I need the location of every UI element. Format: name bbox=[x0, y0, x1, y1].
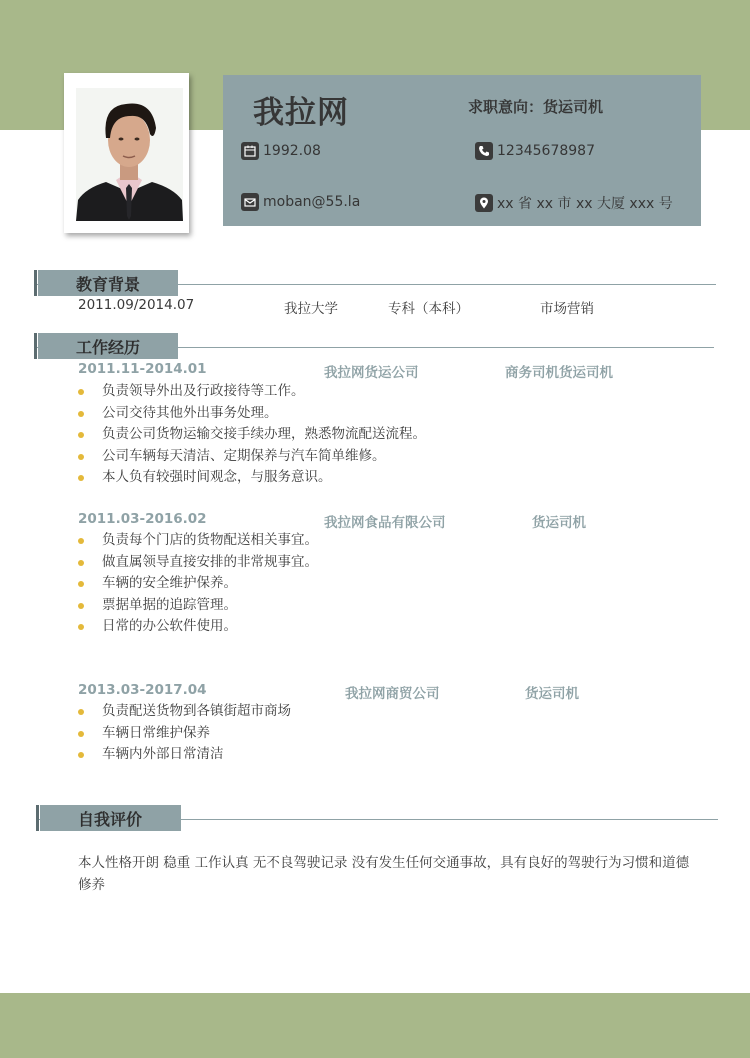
bottom-band bbox=[0, 993, 750, 1058]
education-period: 2011.09/2014.07 bbox=[78, 297, 195, 313]
education-major: 市场营销 bbox=[540, 301, 594, 317]
self-eval-text: 本人性格开朗 稳重 工作认真 无不良驾驶记录 没有发生任何交通事故，具有良好的驾驶行为习惯和道德修养 bbox=[78, 855, 690, 893]
job-period: 2011.11-2014.01 bbox=[78, 361, 207, 377]
job-duty-list bbox=[78, 701, 291, 766]
bullet-dot bbox=[78, 624, 84, 630]
duty-item bbox=[78, 381, 426, 403]
phone-icon bbox=[475, 142, 493, 160]
duty-item bbox=[78, 446, 426, 468]
job-company: 我拉网货运公司 bbox=[324, 365, 419, 381]
job-period: 2011.03-2016.02 bbox=[78, 511, 207, 527]
duty-text: 负责每个门店的货物配送相关事宜。 bbox=[102, 532, 318, 548]
education-marker bbox=[34, 270, 37, 296]
duty-text: 本人负有较强时间观念，与服务意识。 bbox=[102, 469, 332, 486]
duty-text: 票据单据的追踪管理。 bbox=[102, 596, 237, 613]
job-duty-list bbox=[78, 381, 426, 489]
duty-text: 公司车辆每天清洁、定期保养与汽车简单维修。 bbox=[102, 447, 386, 464]
bullet-dot bbox=[78, 411, 84, 417]
birth-date-text: 1992.08 bbox=[263, 143, 321, 159]
calendar-icon bbox=[241, 142, 259, 160]
birth-date-item bbox=[241, 142, 321, 160]
phone-item bbox=[475, 142, 595, 160]
bullet-dot bbox=[78, 603, 84, 609]
duty-text: 日常的办公软件使用。 bbox=[102, 618, 237, 635]
duty-item bbox=[78, 530, 318, 552]
education-degree: 专科（本科） bbox=[388, 301, 469, 317]
job-period: 2013.03-2017.04 bbox=[78, 682, 207, 698]
job-company: 我拉网商贸公司 bbox=[345, 686, 440, 702]
work-marker bbox=[34, 333, 37, 359]
education-heading: 教育背景 bbox=[38, 270, 178, 296]
duty-item bbox=[78, 723, 291, 745]
bullet-dot bbox=[78, 475, 84, 481]
duty-item bbox=[78, 616, 318, 638]
self-eval-marker bbox=[36, 805, 39, 831]
duty-text: 车辆的安全维护保养。 bbox=[102, 575, 237, 592]
duty-item bbox=[78, 744, 291, 766]
duty-text: 做直属领导直接安排的非常规事宜。 bbox=[102, 553, 318, 570]
job-position: 货运司机 bbox=[532, 515, 586, 531]
phone-text: 12345678987 bbox=[497, 143, 595, 159]
bullet-dot bbox=[78, 752, 84, 758]
candidate-name: 我拉网 bbox=[253, 95, 349, 131]
education-school: 我拉大学 bbox=[284, 301, 338, 317]
job-position: 商务司机货运司机 bbox=[505, 365, 613, 381]
bullet-dot bbox=[78, 709, 84, 715]
duty-text: 车辆日常维护保养 bbox=[102, 724, 210, 741]
job-position: 货运司机 bbox=[525, 686, 579, 702]
duty-text: 负责领导外出及行政接待等工作。 bbox=[102, 383, 305, 399]
location-pin-icon bbox=[475, 194, 493, 212]
email-item bbox=[241, 193, 360, 211]
profile-photo bbox=[76, 88, 183, 221]
duty-item bbox=[78, 573, 318, 595]
self-eval-heading: 自我评价 bbox=[40, 805, 181, 831]
photo-frame bbox=[64, 73, 189, 233]
duty-text: 负责配送货物到各镇街超市商场 bbox=[102, 703, 291, 719]
job-intent: 求职意向：货运司机 bbox=[468, 98, 604, 116]
duty-text: 车辆内外部日常清洁 bbox=[102, 746, 224, 763]
address-text: xx 省 xx 市 xx 大厦 xxx 号 bbox=[497, 196, 673, 212]
duty-item bbox=[78, 403, 426, 425]
bullet-dot bbox=[78, 560, 84, 566]
profile-portrait-image bbox=[76, 88, 183, 221]
email-text: moban@55.la bbox=[263, 194, 361, 210]
duty-item bbox=[78, 424, 426, 446]
bullet-dot bbox=[78, 538, 84, 544]
bullet-dot bbox=[78, 432, 84, 438]
job-company: 我拉网食品有限公司 bbox=[324, 515, 446, 531]
header-box bbox=[223, 75, 701, 226]
bullet-dot bbox=[78, 454, 84, 460]
duty-item bbox=[78, 552, 318, 574]
duty-text: 负责公司货物运输交接手续办理，熟悉物流配送流程。 bbox=[102, 426, 426, 443]
bullet-dot bbox=[78, 731, 84, 737]
bullet-dot bbox=[78, 581, 84, 587]
work-heading: 工作经历 bbox=[38, 333, 178, 359]
duty-item bbox=[78, 595, 318, 617]
duty-item bbox=[78, 701, 291, 723]
job-duty-list bbox=[78, 530, 318, 638]
duty-text: 公司交待其他外出事务处理。 bbox=[102, 404, 278, 421]
mail-icon bbox=[241, 193, 259, 211]
duty-item bbox=[78, 467, 426, 489]
address-item bbox=[475, 193, 673, 213]
bullet-dot bbox=[78, 389, 84, 395]
